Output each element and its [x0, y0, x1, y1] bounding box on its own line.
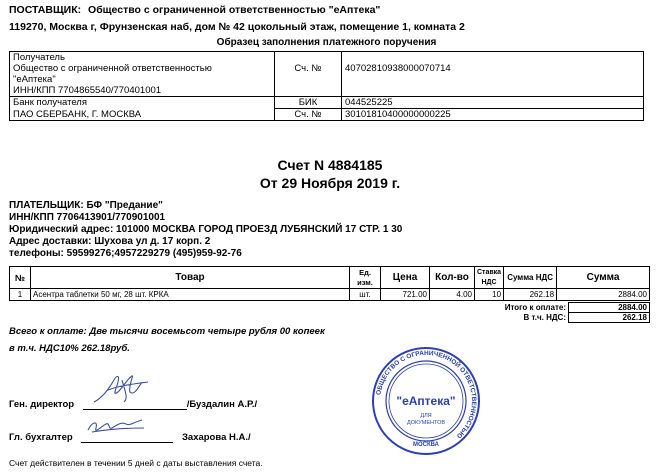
- stamp-ring-text: ОБЩЕСТВО С ОГРАНИЧЕННОЙ ОТВЕТСТВЕННОСТЬЮ: [375, 349, 478, 440]
- row-sum: 2884.00: [557, 289, 650, 301]
- bik-label: БИК: [298, 97, 318, 108]
- stamp-city: МОСКВА: [412, 442, 440, 448]
- items-table: [9, 266, 650, 301]
- director-line: [9, 399, 257, 410]
- row-unit: шт.: [350, 289, 381, 301]
- director-signature-line: [83, 409, 187, 410]
- col-vat-sum: Сумма НДС: [504, 267, 557, 289]
- supplier-line: [9, 4, 380, 16]
- col-vat-rate-line2: НДС: [481, 278, 497, 286]
- row-vat-sum: 262.18: [504, 289, 557, 301]
- stamp-company-name: "еАптека": [396, 394, 456, 408]
- inn-cell: [10, 85, 275, 97]
- vat-total-value: 262.18: [569, 313, 650, 323]
- corr-cell: [342, 109, 644, 121]
- supplier-address: 119270, Москва г, Фрунзенская наб, дом № 42 цокольный этаж, помещение 1, комната 2: [9, 21, 465, 33]
- account-label-cell: [275, 63, 342, 74]
- recipient-name-cell: [10, 63, 275, 74]
- empty-cell: [342, 85, 644, 97]
- empty-cell: [275, 74, 342, 85]
- payer-inn: ИНН/КПП 7706413901/770901001: [9, 212, 166, 223]
- row-price: 721.00: [381, 289, 430, 301]
- row-qty: 4.00: [430, 289, 475, 301]
- invoice-title: Счет N 4884185: [277, 157, 383, 173]
- total-label: Итого к оплате:: [504, 303, 566, 312]
- row-vat-rate: 10: [475, 289, 504, 301]
- accountant-name: Захарова Н.А./: [181, 432, 251, 443]
- bank-label: Банк получателя: [13, 97, 87, 108]
- bank-name-cell: [10, 109, 275, 121]
- account-label: Сч. №: [294, 63, 322, 74]
- recipient-name-cell-2: [10, 74, 275, 85]
- sample-title: Образец заполнения платежного поручения: [216, 37, 437, 48]
- corr-account-number: 30101810400000000225: [345, 109, 451, 120]
- table-row: [10, 289, 650, 301]
- recipient-name-1: Общество с ограниченной ответственностью: [13, 63, 212, 74]
- supplier-name: Общество с ограниченной ответственностью "еАптека": [88, 4, 381, 16]
- bank-label-cell: [10, 97, 275, 109]
- recipient-label: Получатель: [13, 52, 65, 63]
- corr-label-cell: [275, 109, 342, 121]
- col-qty: Кол-во: [430, 267, 475, 289]
- row-item: Асентра таблетки 50 мг, 28 шт. КРКА: [31, 289, 350, 301]
- col-unit-line1: Ед.: [359, 267, 371, 277]
- empty-cell: [275, 85, 342, 97]
- col-price: Цена: [381, 267, 430, 289]
- col-unit-line2: изм.: [357, 277, 373, 287]
- director-name: /Буздалин А.Р./: [186, 399, 258, 410]
- payer-phones: телефоны: 59599276;4957229279 (495)959-92-76: [9, 248, 242, 259]
- stamp-sub-1: ДЛЯ: [420, 413, 432, 419]
- accountant-line: [9, 432, 251, 443]
- bik-cell: [342, 97, 644, 109]
- bank-name: ПАО СБЕРБАНК, Г. МОСКВА: [13, 108, 142, 120]
- row-num: 1: [10, 289, 31, 301]
- empty-cell: [275, 52, 342, 64]
- supplier-label: ПОСТАВЩИК:: [9, 4, 82, 16]
- payer-delivery-address: Адрес доставки: Шухова ул д. 17 корп. 2: [9, 236, 211, 247]
- recipient-name-2: "еАптека": [13, 74, 56, 85]
- accountant-signature-line: [81, 442, 173, 443]
- total-in-words: Всего к оплате: Две тысячи восемьсот четыре рубля 00 копеек: [9, 326, 325, 337]
- accountant-label: Гл. бухгалтер: [9, 432, 73, 443]
- col-unit: [350, 267, 381, 289]
- corr-account-label: Сч. №: [294, 109, 322, 120]
- empty-cell: [342, 52, 644, 64]
- stamp-sub-2: ДОКУМЕНТОВ: [406, 420, 446, 426]
- bik-label-cell: [275, 97, 342, 109]
- totals-table: [380, 302, 650, 323]
- bank-details-table: [9, 51, 644, 121]
- col-vat-rate: [475, 267, 504, 289]
- vat-total-label: В т.ч. НДС:: [523, 313, 566, 322]
- empty-cell: [342, 74, 644, 85]
- col-num: №: [10, 267, 31, 289]
- company-stamp: [370, 345, 482, 457]
- vat-summary: в т.ч. НДС10% 262.18руб.: [9, 343, 130, 354]
- recipient-label-cell: [10, 52, 275, 64]
- account-number: 40702810938000070714: [345, 63, 451, 74]
- total-value: 2884.00: [569, 303, 650, 313]
- bik-value: 044525225: [345, 97, 393, 108]
- payer-legal-address: Юридический адрес: 101000 МОСКВА ГОРОД ПРОЕЗД ЛУБЯНСКИЙ 17 СТР. 1 30: [9, 224, 403, 235]
- col-sum: Сумма: [557, 267, 650, 289]
- validity-note: Счет действителен в течении 5 дней с даты выставления счета.: [9, 458, 263, 468]
- invoice-date: От 29 Ноября 2019 г.: [259, 175, 401, 191]
- recipient-inn: ИНН/КПП 7704865540/770401001: [13, 85, 162, 96]
- account-cell: [342, 63, 644, 74]
- payer-block: [9, 200, 402, 260]
- director-label: Ген. директор: [9, 399, 75, 410]
- payer-name: ПЛАТЕЛЬЩИК: БФ "Предание": [9, 200, 163, 211]
- col-vat-rate-line1: Ставка: [477, 268, 502, 276]
- col-item: Товар: [31, 267, 350, 289]
